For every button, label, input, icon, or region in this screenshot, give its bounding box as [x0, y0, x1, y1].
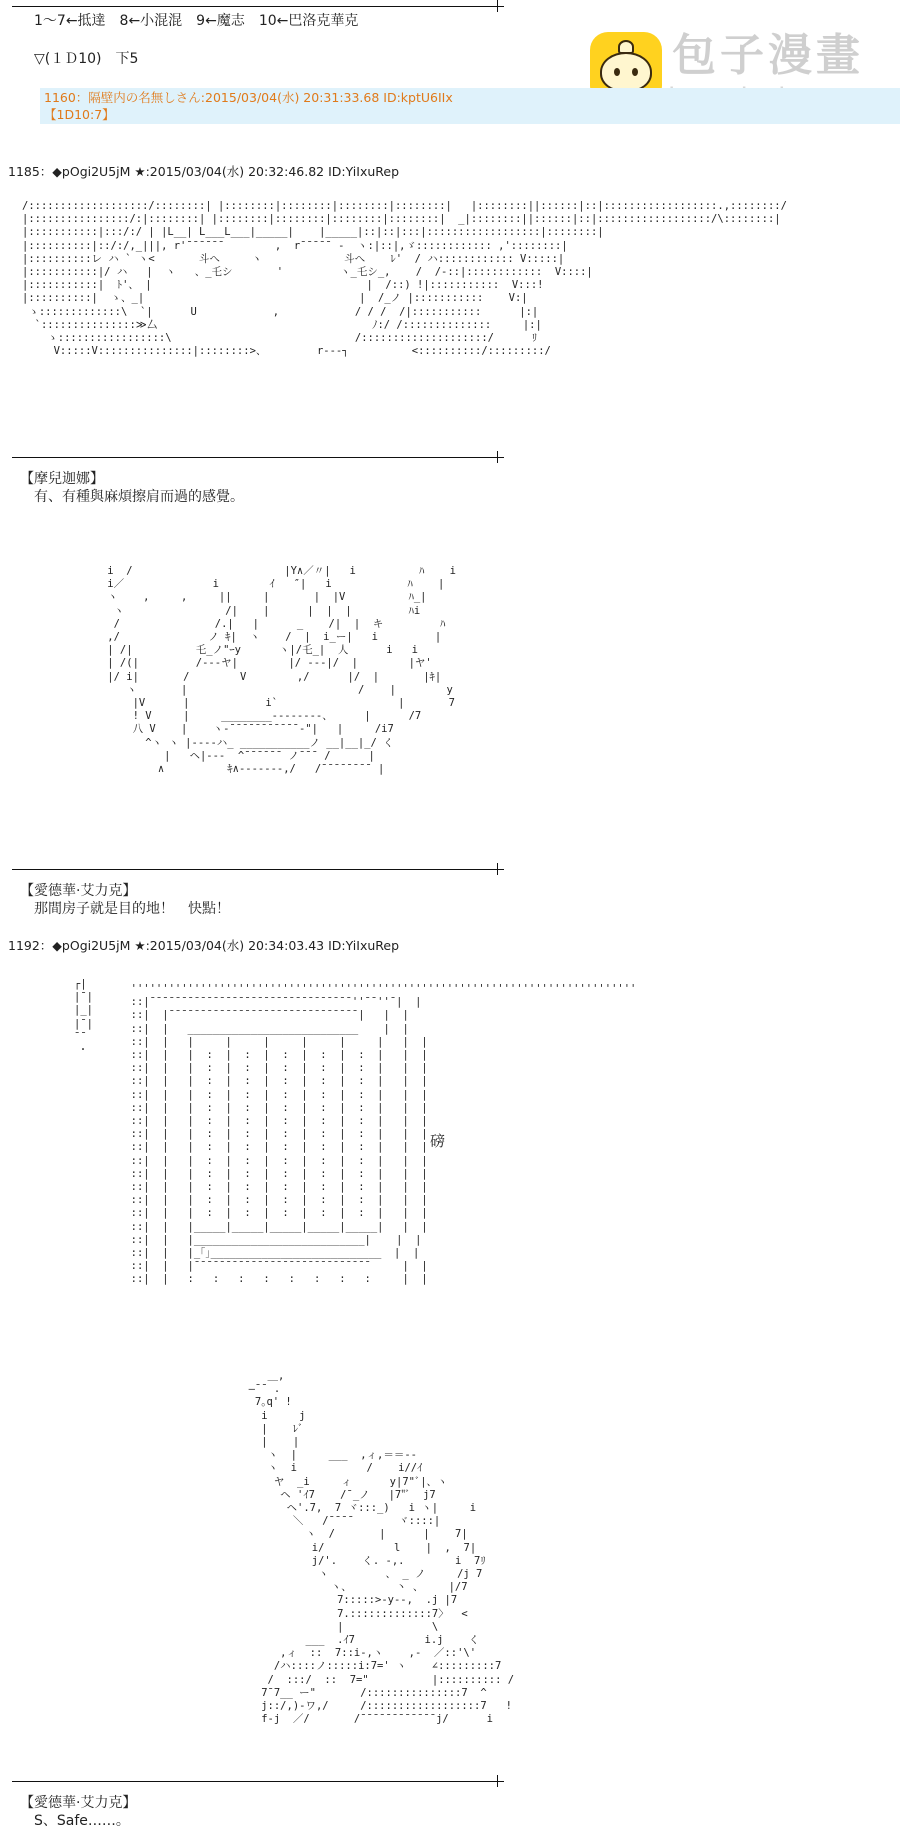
vote-options: 1～7←抵達 8←小混混 9←魔志 10←巴洛克華克: [34, 13, 359, 29]
bun-eye-icon: [632, 68, 638, 76]
divider: [12, 1781, 504, 1782]
quoted-post-meta[interactable]: 1160：隔壁内の名無しさん:2015/03/04(水) 20:31:33.68 ID:kptU6IIx: [44, 90, 453, 105]
speaker-name: 【愛德華·艾力克】: [20, 1795, 137, 1811]
divider-tick: [497, 863, 498, 875]
dice-roll-instruction: ▽(１Ｄ10) 下5: [34, 51, 139, 67]
ascii-art-knock-mark: ┌| |¯| |_| |¯| ¯¯ ･: [74, 978, 93, 1057]
watermark-title: 包子漫畫: [672, 30, 864, 81]
divider-tick: [497, 1775, 498, 1787]
divider: [12, 457, 504, 458]
speaker-name: 【摩兒迦娜】: [20, 471, 104, 487]
divider: [12, 6, 504, 7]
divider: [12, 869, 504, 870]
dialogue-line: S、Safe……。: [34, 1813, 130, 1829]
post-meta: 1185：◆pOgi2U5jM ★:2015/03/04(水) 20:32:46.82 ID:YiIxuRep: [8, 164, 400, 179]
quoted-dice-result: 【1D10:7】: [44, 107, 115, 122]
dialogue-line: 那間房子就是目的地！ 快點！: [34, 901, 230, 917]
dialogue-line: 有、有種與麻煩擦肩而過的感覺。: [34, 489, 244, 505]
knock-sound-effect: 磅: [430, 1132, 446, 1150]
bun-eye-icon: [614, 68, 620, 76]
ascii-art-face: /:::::::::::::::::::/::::::::| |::::::::|::::::::|::::::::|::::::::| |::::::::||::::::|::|::::::::::::::::::.,::::::::/ |::::::::::::::::/:|::::::::| |::::::::|::::::::|::::::::|::::::::| _|::::::::||::::::|::|::::::::::::::::::/\::::::::| |:::::::::::|:::/:/ | |L__| L___L___|_____| |_____|::|::|:::|::::::::::::::::::|::::::::| |::::::::::|::/:/,_|||, r'¯¯¯¯¯¯ , r¯¯¯¯¯ - ヽ:|::|,ゞ:::::::::::: ,'::::::::| |::::::::::レ ハ ` ヽ< 斗へ ヽ 斗へ ﾚ' / ハ:::::::::::: V:::::| |:::::::::::|/ ハ | ヽ 、_乇シ ' ヽ_乇シ_, / /-::|:::::::::::: V::::| |:::::::::::| ﾄ'、 | | /::) !|::::::::::: V:::! |::::::::::| ゝ、_| | /_ノ |::::::::::: V:| ゝ:::::::::::::\ `| U , / / / /|::::::::::: |:| `:::::::::::::::≫厶 ﾉ:/ /:::::::::::::: |:| ゝ:::::::::::::::::\ /::::::::::::::::::::/ ﾘ V:::::V:::::::::::::::|::::::::>、 r‐‐‐┐ <::::::::::/:::::::::/: [22, 200, 787, 358]
divider-tick: [497, 0, 498, 12]
bun-face-icon: [600, 52, 652, 92]
ascii-art-figure: ＿, ―¯¯ . 7｡q' ! i j | ﾚﾞ | | ヽ | ___ ,ィ,＝＝-- ヽ i / i//ｲ ヤ _i ィ y|7"ﾞ|、ヽ ヘ 'ｲ7 /¯_ノ |7"ﾞ j7 ヘ'.7, 7 ヾ:::_) i ヽ| i ＼ /¯¯¯¯ ヾ::::| ヽ / | | 7| i/ l | , 7| j/'. く. -,. i 7ﾘ ヽ 、 _ ノ /j 7 ヽ、 丶 、 |/7 7:::::>-y--, .j |7 7.:::::::::::::7〉 < | \ ___ .ｲ7 i.j く ,ィ :: 7::i-,ヽ ,- ／::'\' /ハ::::ノ:::::i:7=' ヽ ∠:::::::::7 / :::/ :: 7=" |:::::::::: / 7¯7__ ー" /:::::::::::::::7 ^ j::/,)-ワ,/ /::::::::::::::::::7 ! f-j ／/ /¯¯¯¯¯¯¯¯¯¯¯¯j/ i: [248, 1370, 515, 1726]
post-meta: 1192：◆pOgi2U5jM ★:2015/03/04(水) 20:34:03.43 ID:YiIxuRep: [8, 938, 400, 953]
divider-tick: [497, 451, 498, 463]
ascii-art-character: i / |Y∧／〃| i ﾊ i i／ i ｲ ″| i ﾊ | ヽ , , || | | |V ﾊ_| ヽ /| | | | | ﾊi / /.| | _ /| | キ ﾊ ,/ ノ ｷ| ヽ / | i_ー| i | | /| 乇_ノ"ｰy ヽ|/乇_| 人 i i | /(| /‐‐‐ヤ| |/ ‐‐‐|/ | |ヤ' |/ i| / V ,/ |/ | |ｷ| ヽ | / | y |V | i` | 7 ! V | ________--------、 | /7 八 V | ヽ-¯¯¯¯¯¯¯¯¯¯¯-"| | /i7 ^ヽ ヽ |‐‐‐‐ハ_ ___________ノ __|__|_/ く | ヘ|‐‐‐ ^¯¯¯¯¯¯ ノ¯¯¯ / | ∧ ｷ∧-------,/ /¯¯¯¯¯¯¯¯ |: [107, 565, 456, 776]
speaker-name: 【愛德華·艾力克】: [20, 883, 137, 899]
ascii-art-door: '''''''''''''''''''''''''''''''''''''''''''''''''''''''''''''''''''''''''''''''' ::|¯¯¯¯¯¯¯¯¯¯¯¯¯¯¯¯¯¯¯¯¯¯¯¯¯¯¯¯¯¯¯¯''¯¯''¯| | ::| |¯¯¯¯¯¯¯¯¯¯¯¯¯¯¯¯¯¯¯¯¯¯¯¯¯¯¯¯¯¯| | | ::| | ___________________________ | | ::| | | | | | | | | | ::| | | : | : | : | : | : | | | ::| | | : | : | : | : | : | | | ::| | | : | : | : | : | : | | | ::| | | : | : | : | : | : | | | ::| | | : | : | : | : | : | | | ::| | | : | : | : | : | : | | | ::| | | : | : | : | : | : | | | ::| | | : | : | : | : | : | | | ::| | | : | : | : | : | : | | | ::| | | : | : | : | : | : | | | ::| | | : | : | : | : | : | | | ::| | | : | : | : | : | : | | | ::| | | : | : | : | : | : | | | ::| | |_____|_____|_____|_____|_____| | | ::| | |___________________________| | | ::| | |_｢｣___________________________ | | ::| | |¯¯¯¯¯¯¯¯¯¯¯¯¯¯¯¯¯¯¯¯¯¯¯¯¯¯¯¯ | | ::| | : : : : : : : : | |: [130, 983, 637, 1286]
